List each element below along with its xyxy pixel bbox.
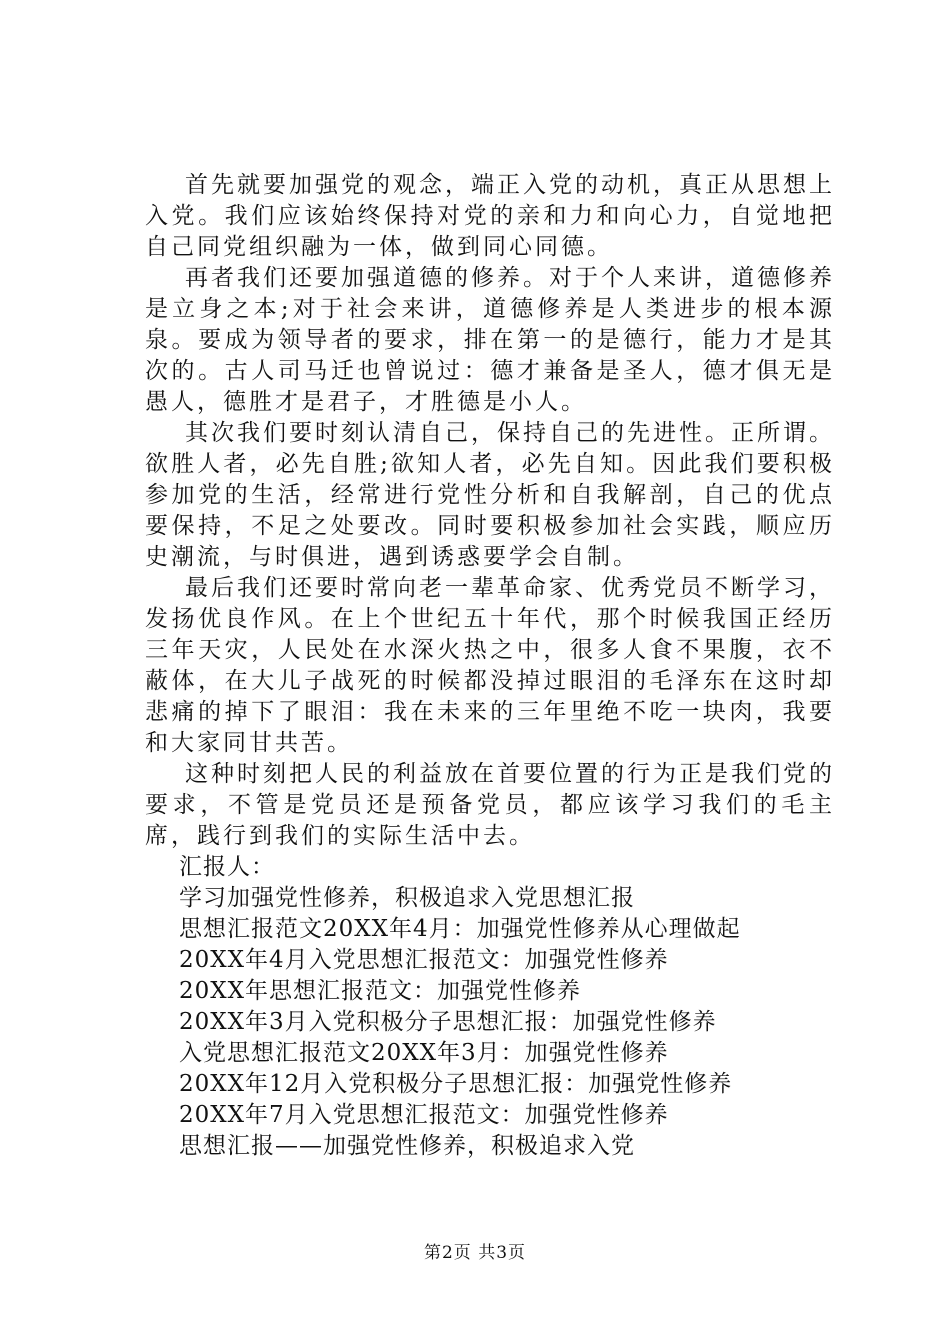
- related-title-item: 思想汇报——加强党性修养，积极追求入党: [179, 1133, 635, 1159]
- page-number-footer: 第2页 共3页: [423, 1243, 527, 1263]
- related-title-item: 入党思想汇报范文20XX年3月：加强党性修养: [179, 1040, 669, 1066]
- related-title-item: 20XX年思想汇报范文：加强党性修养: [179, 978, 582, 1004]
- related-title-item: 20XX年4月入党思想汇报范文：加强党性修养: [179, 947, 669, 973]
- paragraph-5: 这种时刻把人民的利益放在首要位置的行为正是我们党的要求，不管是党员还是预备党员，都应该学习我们的毛主席，践行到我们的实际生活中去。: [145, 761, 835, 849]
- related-title-item: 20XX年3月入党积极分子思想汇报：加强党性修养: [179, 1009, 717, 1035]
- paragraph-1: 首先就要加强党的观念，端正入党的动机，真正从思想上入党。我们应该始终保持对党的亲和力和向心力，自觉地把自己同党组织融为一体，做到同心同德。: [145, 172, 835, 260]
- related-title-item: 思想汇报范文20XX年4月：加强党性修养从心理做起: [179, 916, 741, 942]
- related-title-item: 20XX年12月入党积极分子思想汇报：加强党性修养: [179, 1071, 733, 1097]
- related-titles-list: [145, 883, 835, 1162]
- paragraph-2: 再者我们还要加强道德的修养。对于个人来讲，道德修养是立身之本;对于社会来讲，道德修养是人类进步的根本源泉。要成为领导者的要求，排在第一的是德行，能力才是其次的。古人司马迁也曾说过：德才兼备是圣人，德才俱无是愚人，德胜才是君子，才胜德是小人。: [145, 265, 835, 415]
- signer-label: 汇报人：: [179, 854, 275, 880]
- related-title-item: 20XX年7月入党思想汇报范文：加强党性修养: [179, 1102, 669, 1128]
- related-title-item: 学习加强党性修养，积极追求入党思想汇报: [179, 885, 635, 911]
- document-body: [145, 170, 835, 1162]
- paragraph-4: 最后我们还要时常向老一辈革命家、优秀党员不断学习，发扬优良作风。在上个世纪五十年代，那个时候我国正经历三年天灾，人民处在水深火热之中，很多人食不果腹，衣不蔽体，在大儿子战死的时候都没掉过眼泪的毛泽东在这时却悲痛的掉下了眼泪：我在未来的三年里绝不吃一块肉，我要和大家同甘共苦。: [145, 575, 835, 756]
- paragraph-3: 其次我们要时刻认清自己，保持自己的先进性。正所谓。欲胜人者，必先自胜;欲知人者，必先自知。因此我们要积极参加党的生活，经常进行党性分析和自我解剖，自己的优点要保持，不足之处要改。同时要积极参加社会实践，顺应历史潮流，与时俱进，遇到诱惑要学会自制。: [145, 420, 835, 570]
